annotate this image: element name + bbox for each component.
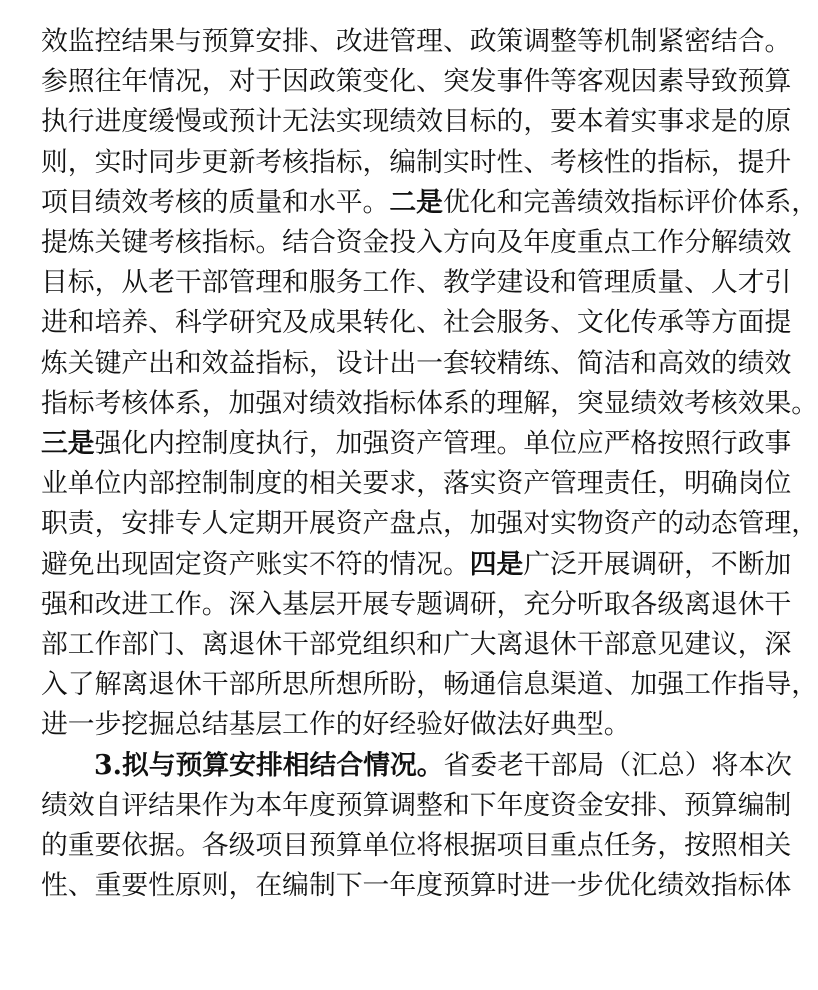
- bold-heading-text: 二是: [389, 186, 443, 218]
- body-text: 职责，安排专人定期开展资产盘点，加强对实物资产的动态管理，: [41, 508, 818, 540]
- body-text: 部工作部门、离退休干部党组织和广大离退休干部意见建议，深: [41, 629, 792, 660]
- text-line: [94, 746, 792, 786]
- body-text: 强化内控制度执行，加强资产管理。单位应严格按照行政事: [94, 428, 792, 459]
- text-line: [41, 22, 792, 62]
- text-line: [41, 866, 792, 906]
- body-text: 强和改进工作。深入基层开展专题调研，充分听取各级离退休干: [41, 588, 792, 620]
- text-line: [41, 143, 792, 183]
- text-line: [41, 786, 792, 826]
- bold-heading-text: 三是: [41, 428, 95, 459]
- text-line: [41, 826, 792, 866]
- body-text: 广泛开展调研，不断加: [523, 548, 792, 580]
- body-text: 进一步挖掘总结基层工作的好经验好做法好典型。: [41, 709, 631, 741]
- text-line: [41, 303, 792, 343]
- body-text: 性、重要性原则，在编制下一年度预算时进一步优化绩效指标体: [41, 870, 792, 902]
- text-line: [41, 464, 792, 504]
- text-line: [41, 344, 792, 384]
- text-line: [41, 504, 818, 544]
- text-line: [41, 384, 818, 424]
- body-text: 则，实时同步更新考核指标，编制实时性、考核性的指标，提升: [41, 146, 792, 178]
- text-line: [41, 625, 792, 665]
- body-text: 指标考核体系，加强对绩效指标体系的理解，突显绩效考核效果。: [41, 387, 818, 419]
- text-line: [41, 183, 818, 223]
- text-line: [41, 62, 792, 102]
- text-line: [41, 424, 792, 464]
- bold-heading-text: 四是: [469, 548, 524, 580]
- body-text: 的重要依据。各级项目预算单位将根据项目重点任务，按照相关: [41, 830, 792, 861]
- body-text: 入了解离退休干部所思所想所盼，畅通信息渠道、加强工作指导，: [41, 669, 818, 701]
- body-text: 执行进度缓慢或预计无法实现绩效目标的，要本着实事求是的原: [41, 106, 792, 138]
- text-line: [41, 585, 792, 625]
- body-text: 效监控结果与预算安排、改进管理、政策调整等机制紧密结合。: [41, 26, 792, 57]
- body-text: 省委老干部局（汇总）将本次: [443, 749, 792, 781]
- text-line: [41, 263, 792, 303]
- text-line: [41, 665, 818, 705]
- body-text: 避免出现固定资产账实不符的情况。: [41, 548, 470, 580]
- text-line: [41, 705, 717, 745]
- body-text: 炼关键产出和效益指标，设计出一套较精练、简洁和高效的绩效: [41, 347, 792, 379]
- text-line: [41, 223, 792, 263]
- body-text: 业单位内部控制制度的相关要求，落实资产管理责任，明确岗位: [41, 468, 792, 500]
- body-text: 提炼关键考核指标。结合资金投入方向及年度重点工作分解绩效: [41, 227, 792, 258]
- body-text: 目标，从老干部管理和服务工作、教学建设和管理质量、人才引: [41, 267, 792, 299]
- body-text: 优化和完善绩效指标评价体系，: [442, 186, 818, 218]
- body-text: 参照往年情况，对于因政策变化、突发事件等客观因素导致预算: [41, 66, 792, 98]
- body-text: 进和培养、科学研究及成果转化、社会服务、文化传承等方面提: [41, 307, 792, 339]
- body-text: 绩效自评结果作为本年度预算调整和下年度资金安排、预算编制: [41, 789, 792, 821]
- text-line: [41, 102, 792, 142]
- bold-heading-text: 3.拟与预算安排相结合情况。: [94, 749, 444, 781]
- text-line: [41, 545, 792, 585]
- body-text: 项目绩效考核的质量和水平。: [41, 186, 390, 218]
